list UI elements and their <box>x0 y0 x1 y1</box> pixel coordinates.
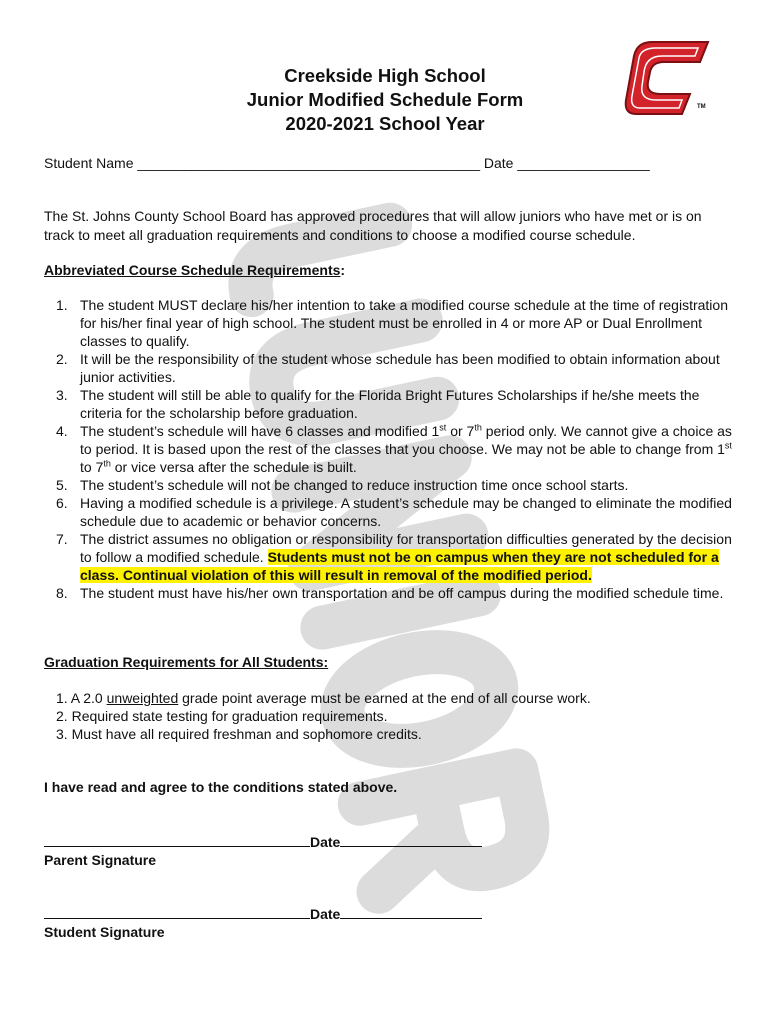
list-item: 7. The district assumes no obligation or responsibility for transportation difficulties generated by the decision to follow a modified schedule. Students must not be on campus when they are not scheduled for a class. Continual violation of this will result in removal of the modified period. <box>56 531 732 583</box>
list-item: 2. It will be the responsibility of the student whose schedule has been modified to obtain information about junior activities. <box>56 351 720 385</box>
list-item: 1. A 2.0 unweighted grade point average must be earned at the end of all course work. <box>56 690 591 706</box>
student-signature-block <box>44 904 482 941</box>
student-date-field[interactable] <box>340 904 482 919</box>
list-item: 3. The student will still be able to qualify for the Florida Bright Futures Scholarships if he/she meets the criteria for the scholarship before graduation. <box>56 387 700 421</box>
date-label: Date <box>483 155 514 171</box>
parent-signature-field[interactable] <box>44 832 310 847</box>
form-title: Junior Modified Schedule Form <box>246 89 524 110</box>
student-signature-label: Student Signature <box>44 924 165 940</box>
form-header <box>200 64 570 136</box>
graduation-requirements-title: Graduation Requirements for All Students: <box>44 654 329 670</box>
intro-paragraph: The St. Johns County School Board has approved procedures that will allow juniors who have met or is on track to meet all graduation requirements and conditions to choose a modified course schedule. <box>44 208 702 243</box>
parent-signature-block <box>44 832 482 869</box>
list-item: 3. Must have all required freshman and sophomore credits. <box>56 726 422 742</box>
highlighted-warning: Students must not be on campus when they are not scheduled for a class. Continual violation of this will result in removal of the modified period. <box>80 549 719 583</box>
abbreviated-requirements-list <box>44 296 734 602</box>
list-item: 1. The student MUST declare his/her intention to take a modified course schedule at the time of registration for his/her final year of high school. The student must be enrolled in 4 or more AP or Dual Enrollment classes to qualify. <box>56 297 728 349</box>
abbreviated-requirements-title: Abbreviated Course Schedule Requirements: <box>44 262 346 278</box>
agreement-statement: I have read and agree to the conditions stated above. <box>44 779 398 795</box>
list-item: 2. Required state testing for graduation requirements. <box>56 708 388 724</box>
student-name-label: Student Name <box>44 155 134 171</box>
parent-date-field[interactable] <box>340 832 482 847</box>
student-name-field[interactable]: ____________________________________________ <box>137 155 480 171</box>
parent-date-label: Date <box>310 834 341 850</box>
school-year: 2020-2021 School Year <box>285 113 485 134</box>
trademark-mark: TM <box>697 104 706 110</box>
student-signature-field[interactable] <box>44 904 310 919</box>
list-item: 8. The student must have his/her own transportation and be off campus during the modified schedule time. <box>56 585 724 601</box>
list-item: 5. The student’s schedule will not be changed to reduce instruction time once school starts. <box>56 477 629 493</box>
school-name: Creekside High School <box>284 65 486 86</box>
date-field[interactable]: _________________ <box>517 155 650 171</box>
graduation-requirements-list <box>44 689 644 743</box>
student-name-row <box>44 154 650 172</box>
list-item: 4. The student’s schedule will have 6 classes and modified 1st or 7th period only. We cannot give a choice as to period. It is based upon the rest of the classes that you choose. We may not be able to change from 1st to 7th or vice versa after the schedule is built. <box>56 422 732 475</box>
parent-signature-label: Parent Signature <box>44 852 157 868</box>
list-item: 6. Having a modified schedule is a privilege. A student’s schedule may be changed to eliminate the modified schedule due to academic or behavior concerns. <box>56 495 732 529</box>
student-date-label: Date <box>310 906 341 922</box>
